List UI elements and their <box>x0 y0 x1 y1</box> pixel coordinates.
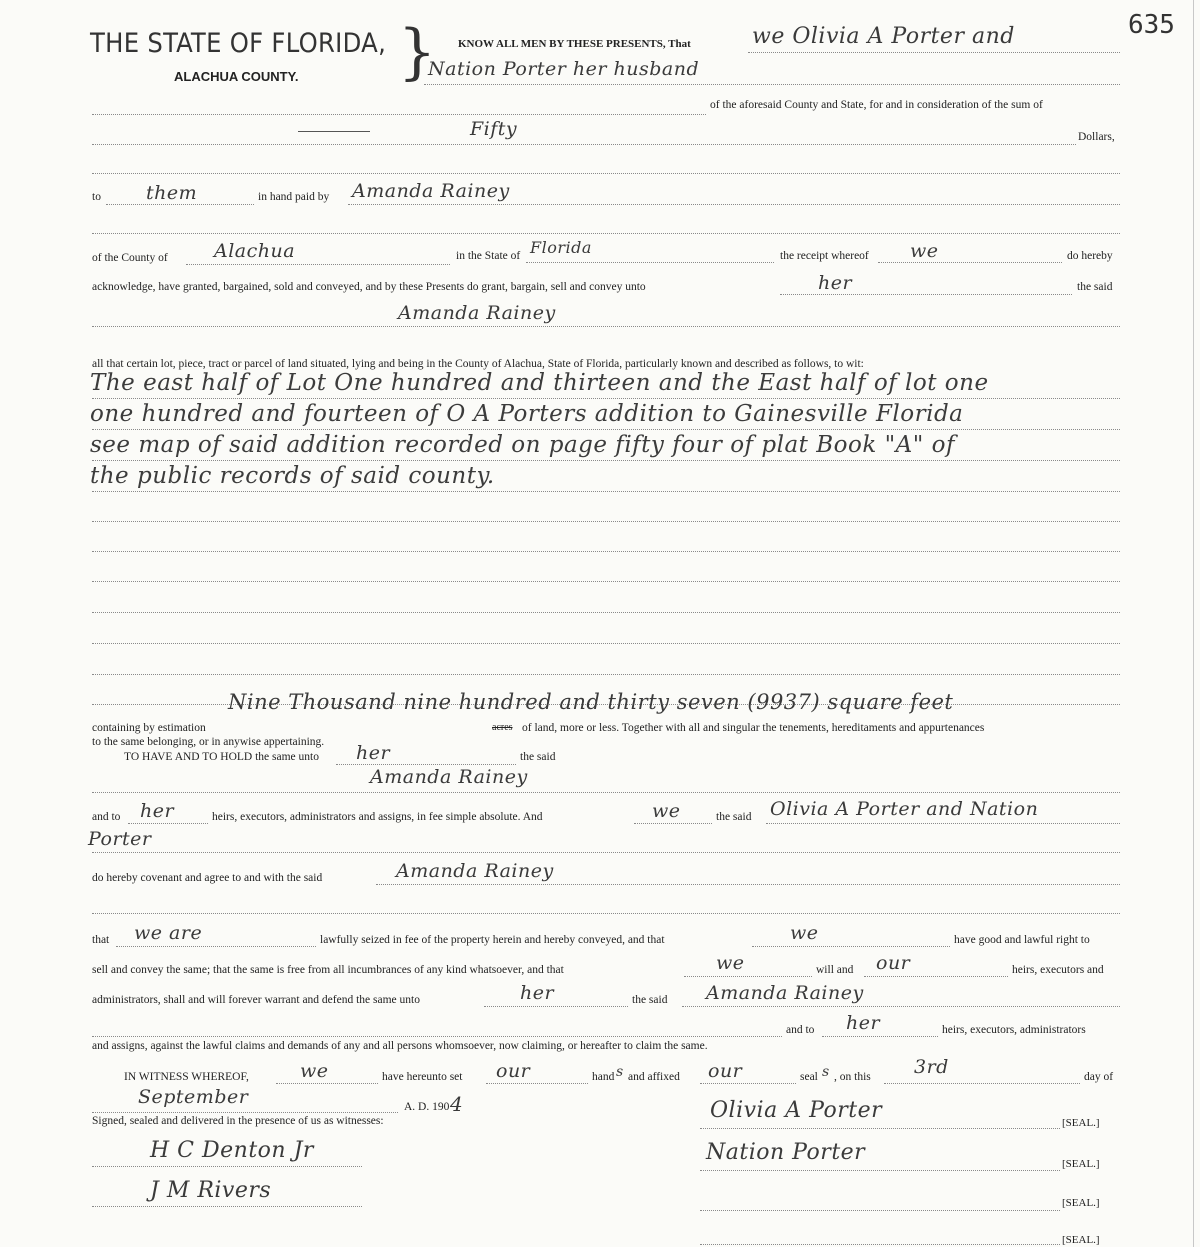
county-name: Alachua <box>214 240 296 262</box>
witness-on-this: , on this <box>834 1071 871 1083</box>
heirs-name: her <box>140 800 175 822</box>
paid-by-label: in hand paid by <box>258 191 330 203</box>
seal-label-4: [SEAL.] <box>1062 1234 1100 1246</box>
heirs-text: heirs, executors, administrators and assigns, in fee simple absolute. And <box>212 811 543 823</box>
consideration-amount: Fifty <box>470 118 518 140</box>
the-said-label: the said <box>1077 281 1113 293</box>
witness-seal: seal <box>800 1071 818 1083</box>
date-ad: A. D. 190 <box>404 1101 450 1113</box>
witness-signature-2: J M Rivers <box>150 1178 272 1203</box>
area-estimate: Nine Thousand nine hundred and thirty seven (9937) square feet <box>228 690 954 714</box>
heirs-we: we <box>652 800 681 822</box>
seized-text2: have good and lawful right to <box>954 934 1090 946</box>
consideration-text: of the aforesaid County and State, for and in consideration of the sum of <box>710 99 1043 111</box>
county-title: ALACHUA COUNTY. <box>174 69 299 84</box>
date-year: 4 <box>450 1092 464 1116</box>
state-name: Florida <box>530 238 592 257</box>
grantors-line2: Nation Porter her husband <box>428 58 700 80</box>
brace: } <box>398 17 437 87</box>
seal-label-3: [SEAL.] <box>1062 1197 1100 1209</box>
sell-heirs: heirs, executors and <box>1012 964 1104 976</box>
to-name: them <box>146 182 198 204</box>
and-to-her: her <box>846 1012 881 1034</box>
dollars-label: Dollars, <box>1078 131 1115 143</box>
witness-signature-1: H C Denton Jr <box>150 1138 314 1163</box>
seized-we-are: we are <box>134 922 203 944</box>
land-description-line1: The east half of Lot One hundred and thirteen and the East half of lot one <box>90 370 989 396</box>
containing-label: containing by estimation <box>92 722 206 734</box>
state-label: in the State of <box>456 250 521 262</box>
witness-hand: hand <box>592 1071 615 1083</box>
habendum-the-said: the said <box>520 751 556 763</box>
state-title: THE STATE OF FLORIDA, <box>90 28 387 59</box>
seized-text: lawfully seized in fee of the property herein and hereby conveyed, and that <box>320 934 665 946</box>
hereby-label: do hereby <box>1067 250 1113 262</box>
date-month: September <box>138 1086 249 1108</box>
grantor-signature-1: Olivia A Porter <box>710 1098 883 1123</box>
grantor-signature-2: Nation Porter <box>706 1140 866 1165</box>
habendum-label: TO HAVE AND TO HOLD the same unto <box>124 751 319 763</box>
land-description-line3: see map of said addition recorded on page fifty four of plat Book "A" of <box>90 432 956 458</box>
to-label: to <box>92 191 101 203</box>
payer-name: Amanda Rainey <box>352 180 510 202</box>
sell-will-and: will and <box>816 964 854 976</box>
covenant-grantee: Amanda Rainey <box>396 860 554 882</box>
heirs-and-to: and to <box>92 811 121 823</box>
grantee-name: Amanda Rainey <box>398 302 556 324</box>
acknowledge-text: acknowledge, have granted, bargained, sold and conveyed, and by these Presents do grant, bargain, sell and convey unto <box>92 281 646 293</box>
warrant-the-said: the said <box>632 994 668 1006</box>
and-to-label: and to <box>786 1024 815 1036</box>
seized-that: that <box>92 934 110 946</box>
sell-we: we <box>716 952 745 974</box>
heirs-grantors-cont: Porter <box>88 828 152 850</box>
page-edge <box>1193 0 1194 1247</box>
land-description-line2: one hundred and fourteen of O A Porters addition to Gainesville Florida <box>90 401 964 427</box>
witness-hand-s: s <box>616 1064 624 1080</box>
grantors-line1: we Olivia A Porter and <box>752 24 1015 49</box>
know-all-men: KNOW ALL MEN BY THESE PRESENTS, That <box>458 38 691 50</box>
witness-we: we <box>300 1060 329 1082</box>
receipt-name: we <box>910 240 939 262</box>
containing-text2: to the same belonging, or in anywise appertaining. <box>92 736 325 748</box>
receipt-label: the receipt whereof <box>780 250 869 262</box>
unto-name: her <box>818 272 853 294</box>
acres-struck: acres <box>492 722 513 733</box>
seal-label-2: [SEAL.] <box>1062 1158 1100 1170</box>
page-number: 635 <box>1128 10 1175 40</box>
assigns-text: and assigns, against the lawful claims and demands of any and all persons whomsoever, now claiming, or hereafter to claim the same. <box>92 1040 708 1052</box>
sell-text: sell and convey the same; that the same is free from all incumbrances of any kind whatsoever, and that <box>92 964 564 976</box>
heirs-the-said: the said <box>716 811 752 823</box>
witness-set: have hereunto set <box>382 1071 463 1083</box>
warrant-her: her <box>520 982 555 1004</box>
seal-label-1: [SEAL.] <box>1062 1117 1100 1129</box>
witness-day: 3rd <box>914 1056 949 1078</box>
signed-sealed-text: Signed, sealed and delivered in the presence of us as witnesses: <box>92 1115 384 1127</box>
witness-our: our <box>496 1060 531 1082</box>
heirs-grantors: Olivia A Porter and Nation <box>770 798 1039 820</box>
containing-text: of land, more or less. Together with all and singular the tenements, hereditaments and appurtenances <box>522 722 985 734</box>
and-to-text: heirs, executors, administrators <box>942 1024 1086 1036</box>
witness-seal-s: s <box>822 1064 830 1080</box>
of-county-label: of the County of <box>92 252 168 264</box>
land-description-line4: the public records of said county. <box>90 463 495 489</box>
witness-affixed: and affixed <box>628 1071 680 1083</box>
warrant-text: administrators, shall and will forever warrant and defend the same unto <box>92 994 420 1006</box>
habendum-grantee: Amanda Rainey <box>370 766 528 788</box>
witness-label: IN WITNESS WHEREOF, <box>124 1071 249 1083</box>
warrant-grantee: Amanda Rainey <box>706 982 864 1004</box>
habendum-unto: her <box>356 742 391 764</box>
witness-our2: our <box>708 1060 743 1082</box>
covenant-text: do hereby covenant and agree to and with the said <box>92 872 323 884</box>
seized-we: we <box>790 922 819 944</box>
land-intro: all that certain lot, piece, tract or parcel of land situated, lying and being in the County of Alachua, State of Florida, particularly known and described as follows, to wit: <box>92 358 864 370</box>
sell-our: our <box>876 952 911 974</box>
witness-day-of: day of <box>1084 1071 1114 1083</box>
